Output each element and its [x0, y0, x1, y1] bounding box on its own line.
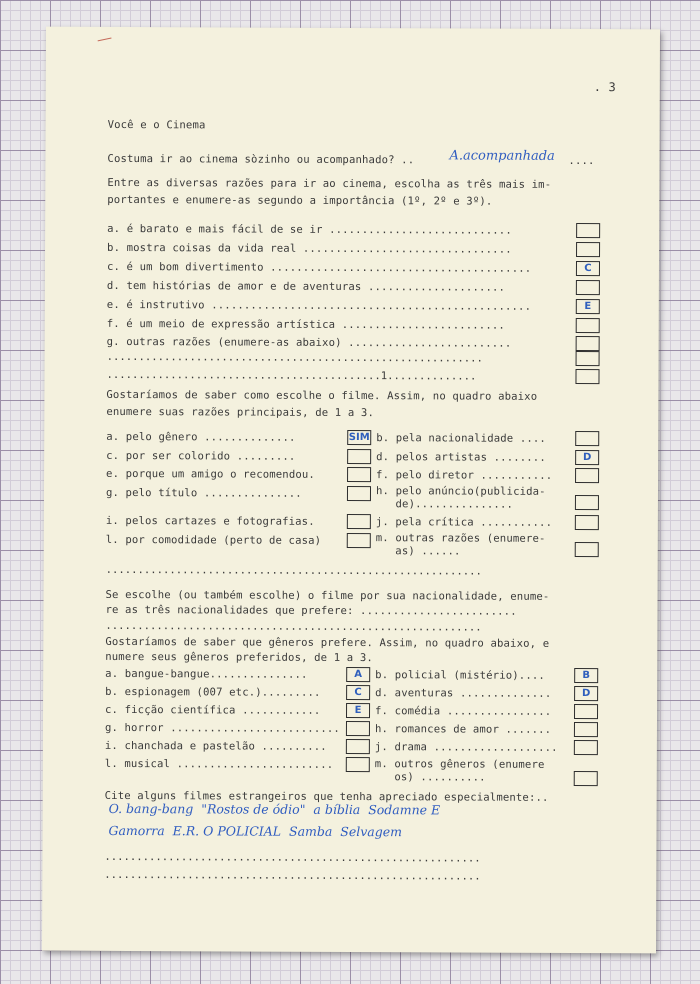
choice-right-item-checkbox[interactable]: D	[575, 450, 599, 465]
nationality-blank-line: ...........................................................	[105, 619, 482, 634]
reason-item-label: e. é instrutivo .................................................	[106, 298, 532, 313]
choice-left-item-checkbox[interactable]	[347, 533, 371, 548]
genre-right-item-label: f. comédia ................	[375, 705, 552, 718]
reasons-blank-line-1: ...........................................................	[106, 350, 483, 365]
choice-right-item-label: h. pelo anúncio(publicida- de)...............	[375, 485, 546, 511]
question-companion-trail: ....	[568, 154, 595, 168]
choice-left-item-checkbox[interactable]	[347, 514, 371, 529]
choice-right-item-checkbox[interactable]	[575, 431, 599, 446]
genre-right-item-label: j. drama ...................	[374, 741, 558, 754]
reasons-intro-line2: portantes e enumere-as segundo a importância (1º, 2º e 3º).	[107, 193, 493, 208]
page-number: . 3	[593, 80, 616, 95]
section-title: Você e o Cinema	[107, 118, 206, 132]
nationality-line2: re as três nacionalidades que prefere: ........................	[105, 603, 517, 618]
reason-item-checkbox[interactable]	[576, 242, 600, 257]
choice-right-item-label: d. pelos artistas ........	[376, 451, 546, 464]
reasons-extra-box-1[interactable]	[576, 351, 600, 366]
reason-item-checkbox[interactable]: E	[576, 299, 600, 314]
genre-left-item-checkbox[interactable]	[346, 721, 370, 736]
films-blank-line-2: ...........................................................	[104, 868, 481, 883]
genre-left-item-label: b. espionagem (007 etc.).........	[105, 685, 321, 699]
genre-right-item-label: d. aventuras ..............	[375, 687, 552, 700]
films-prompt: Cite alguns filmes estrangeiros que tenha apreciado especialmente:..	[104, 789, 549, 804]
genre-left-item-label: a. bangue-bangue...............	[105, 667, 308, 681]
genre-right-item-label: h. romances de amor .......	[374, 723, 552, 736]
choice-left-item-label: e. porque um amigo o recomendou.	[106, 467, 315, 481]
handwritten-films-line2: Gamorra E.R. O POLICIAL Samba Selvagem	[108, 822, 403, 840]
genre-right-item-checkbox[interactable]: D	[574, 686, 598, 701]
reason-item-checkbox[interactable]	[576, 317, 600, 332]
choice-intro-line2: enumere suas razões principais, de 1 a 3.	[106, 405, 375, 420]
genre-right-item-label: m. outros gêneros (enumere os) ..........	[374, 758, 545, 784]
reason-item-label: c. é um bom divertimento ........................................	[106, 260, 532, 275]
choice-left-item-label: i. pelos cartazes e fotografias.	[105, 514, 315, 528]
genres-intro-line2: numere seus gêneros preferidos, de 1 a 3.	[105, 650, 373, 665]
films-blank-line-1: ...........................................................	[104, 850, 481, 865]
choice-left-item-label: g. pelo título ...............	[105, 486, 302, 500]
reasons-blank-line-2: ...........................................1..............	[106, 368, 477, 383]
choice-left-item-label: a. pelo gênero ..............	[106, 430, 296, 444]
reason-item-label: d. tem histórias de amor e de aventuras .....................	[106, 279, 506, 294]
genre-right-item-label: b. policial (mistério)....	[375, 669, 545, 682]
genre-right-item-checkbox[interactable]	[574, 722, 598, 737]
genre-right-item-checkbox[interactable]	[574, 771, 598, 786]
genre-left-item-checkbox[interactable]	[346, 757, 370, 772]
choice-right-item-label: b. pela nacionalidade ....	[376, 432, 546, 445]
choice-left-item-label: c. por ser colorido .........	[106, 449, 296, 463]
choice-right-item-label: m. outras razões (enumere- as) ......	[375, 532, 546, 558]
genre-right-item-checkbox[interactable]: B	[574, 668, 598, 683]
genre-left-item-checkbox[interactable]	[346, 739, 370, 754]
genre-left-item-checkbox[interactable]: C	[346, 685, 370, 700]
genre-right-item-checkbox[interactable]	[574, 704, 598, 719]
choice-left-item-label: l. por comodidade (perto de casa)	[105, 533, 322, 547]
question-companion-text: Costuma ir ao cinema sòzinho ou acompanhado? ..	[107, 152, 415, 167]
reasons-extra-box-2[interactable]	[575, 369, 599, 384]
reason-item-checkbox[interactable]	[576, 336, 600, 351]
choice-left-item-checkbox[interactable]	[347, 449, 371, 464]
questionnaire-sheet	[42, 27, 660, 954]
choice-right-item-checkbox[interactable]	[575, 468, 599, 483]
genre-left-item-checkbox[interactable]: A	[346, 667, 370, 682]
reason-item-label: a. é barato e mais fácil de se ir ............................	[107, 222, 512, 237]
choice-intro-line1: Gostaríamos de saber como escolhe o filme. Assim, no quadro abaixo	[106, 388, 538, 403]
choice-right-item-label: j. pela crítica ...........	[375, 516, 553, 529]
genre-left-item-label: i. chanchada e pastelão ..........	[104, 739, 327, 753]
nationality-line1: Se escolhe (ou também escolhe) o filme por sua nacionalidade, enume-	[105, 588, 550, 603]
choice-left-item-checkbox[interactable]	[347, 486, 371, 501]
choice-left-item-checkbox[interactable]	[347, 467, 371, 482]
reasons-intro-line1: Entre as diversas razões para ir ao cinema, escolha as três mais im-	[107, 176, 552, 191]
handwritten-films-line1: O. bang-bang "Rostos de ódio" a bíblia Sodamne E	[108, 800, 441, 818]
reason-item-checkbox[interactable]	[576, 223, 600, 238]
handwritten-answer-companion: A.acompanhada	[449, 148, 555, 164]
genre-left-item-label: c. ficção científica ............	[105, 703, 321, 717]
reason-item-checkbox[interactable]: C	[576, 261, 600, 276]
choice-blank-line: ...........................................................	[105, 563, 482, 578]
reason-item-label: b. mostra coisas da vida real ................................	[107, 241, 512, 256]
choice-right-item-checkbox[interactable]	[575, 542, 599, 557]
genre-left-item-label: l. musical ........................	[104, 757, 334, 771]
choice-right-item-label: f. pelo diretor ...........	[376, 469, 553, 482]
reason-item-label: g. outras razões (enumere-as abaixo) .........................	[106, 336, 512, 351]
genres-intro-line1: Gostaríamos de saber que gêneros prefere. Assim, no quadro abaixo, e	[105, 635, 550, 650]
reason-item-checkbox[interactable]	[576, 280, 600, 295]
choice-left-item-checkbox[interactable]: SIM	[347, 430, 371, 445]
genre-left-item-label: g. horror ..........................	[104, 721, 340, 735]
pencil-mark-decoration	[98, 38, 113, 46]
genre-left-item-checkbox[interactable]: E	[346, 703, 370, 718]
genre-right-item-checkbox[interactable]	[574, 740, 598, 755]
choice-right-item-checkbox[interactable]	[575, 515, 599, 530]
reason-item-label: f. é um meio de expressão artística .........................	[106, 317, 505, 332]
choice-right-item-checkbox[interactable]	[575, 495, 599, 510]
